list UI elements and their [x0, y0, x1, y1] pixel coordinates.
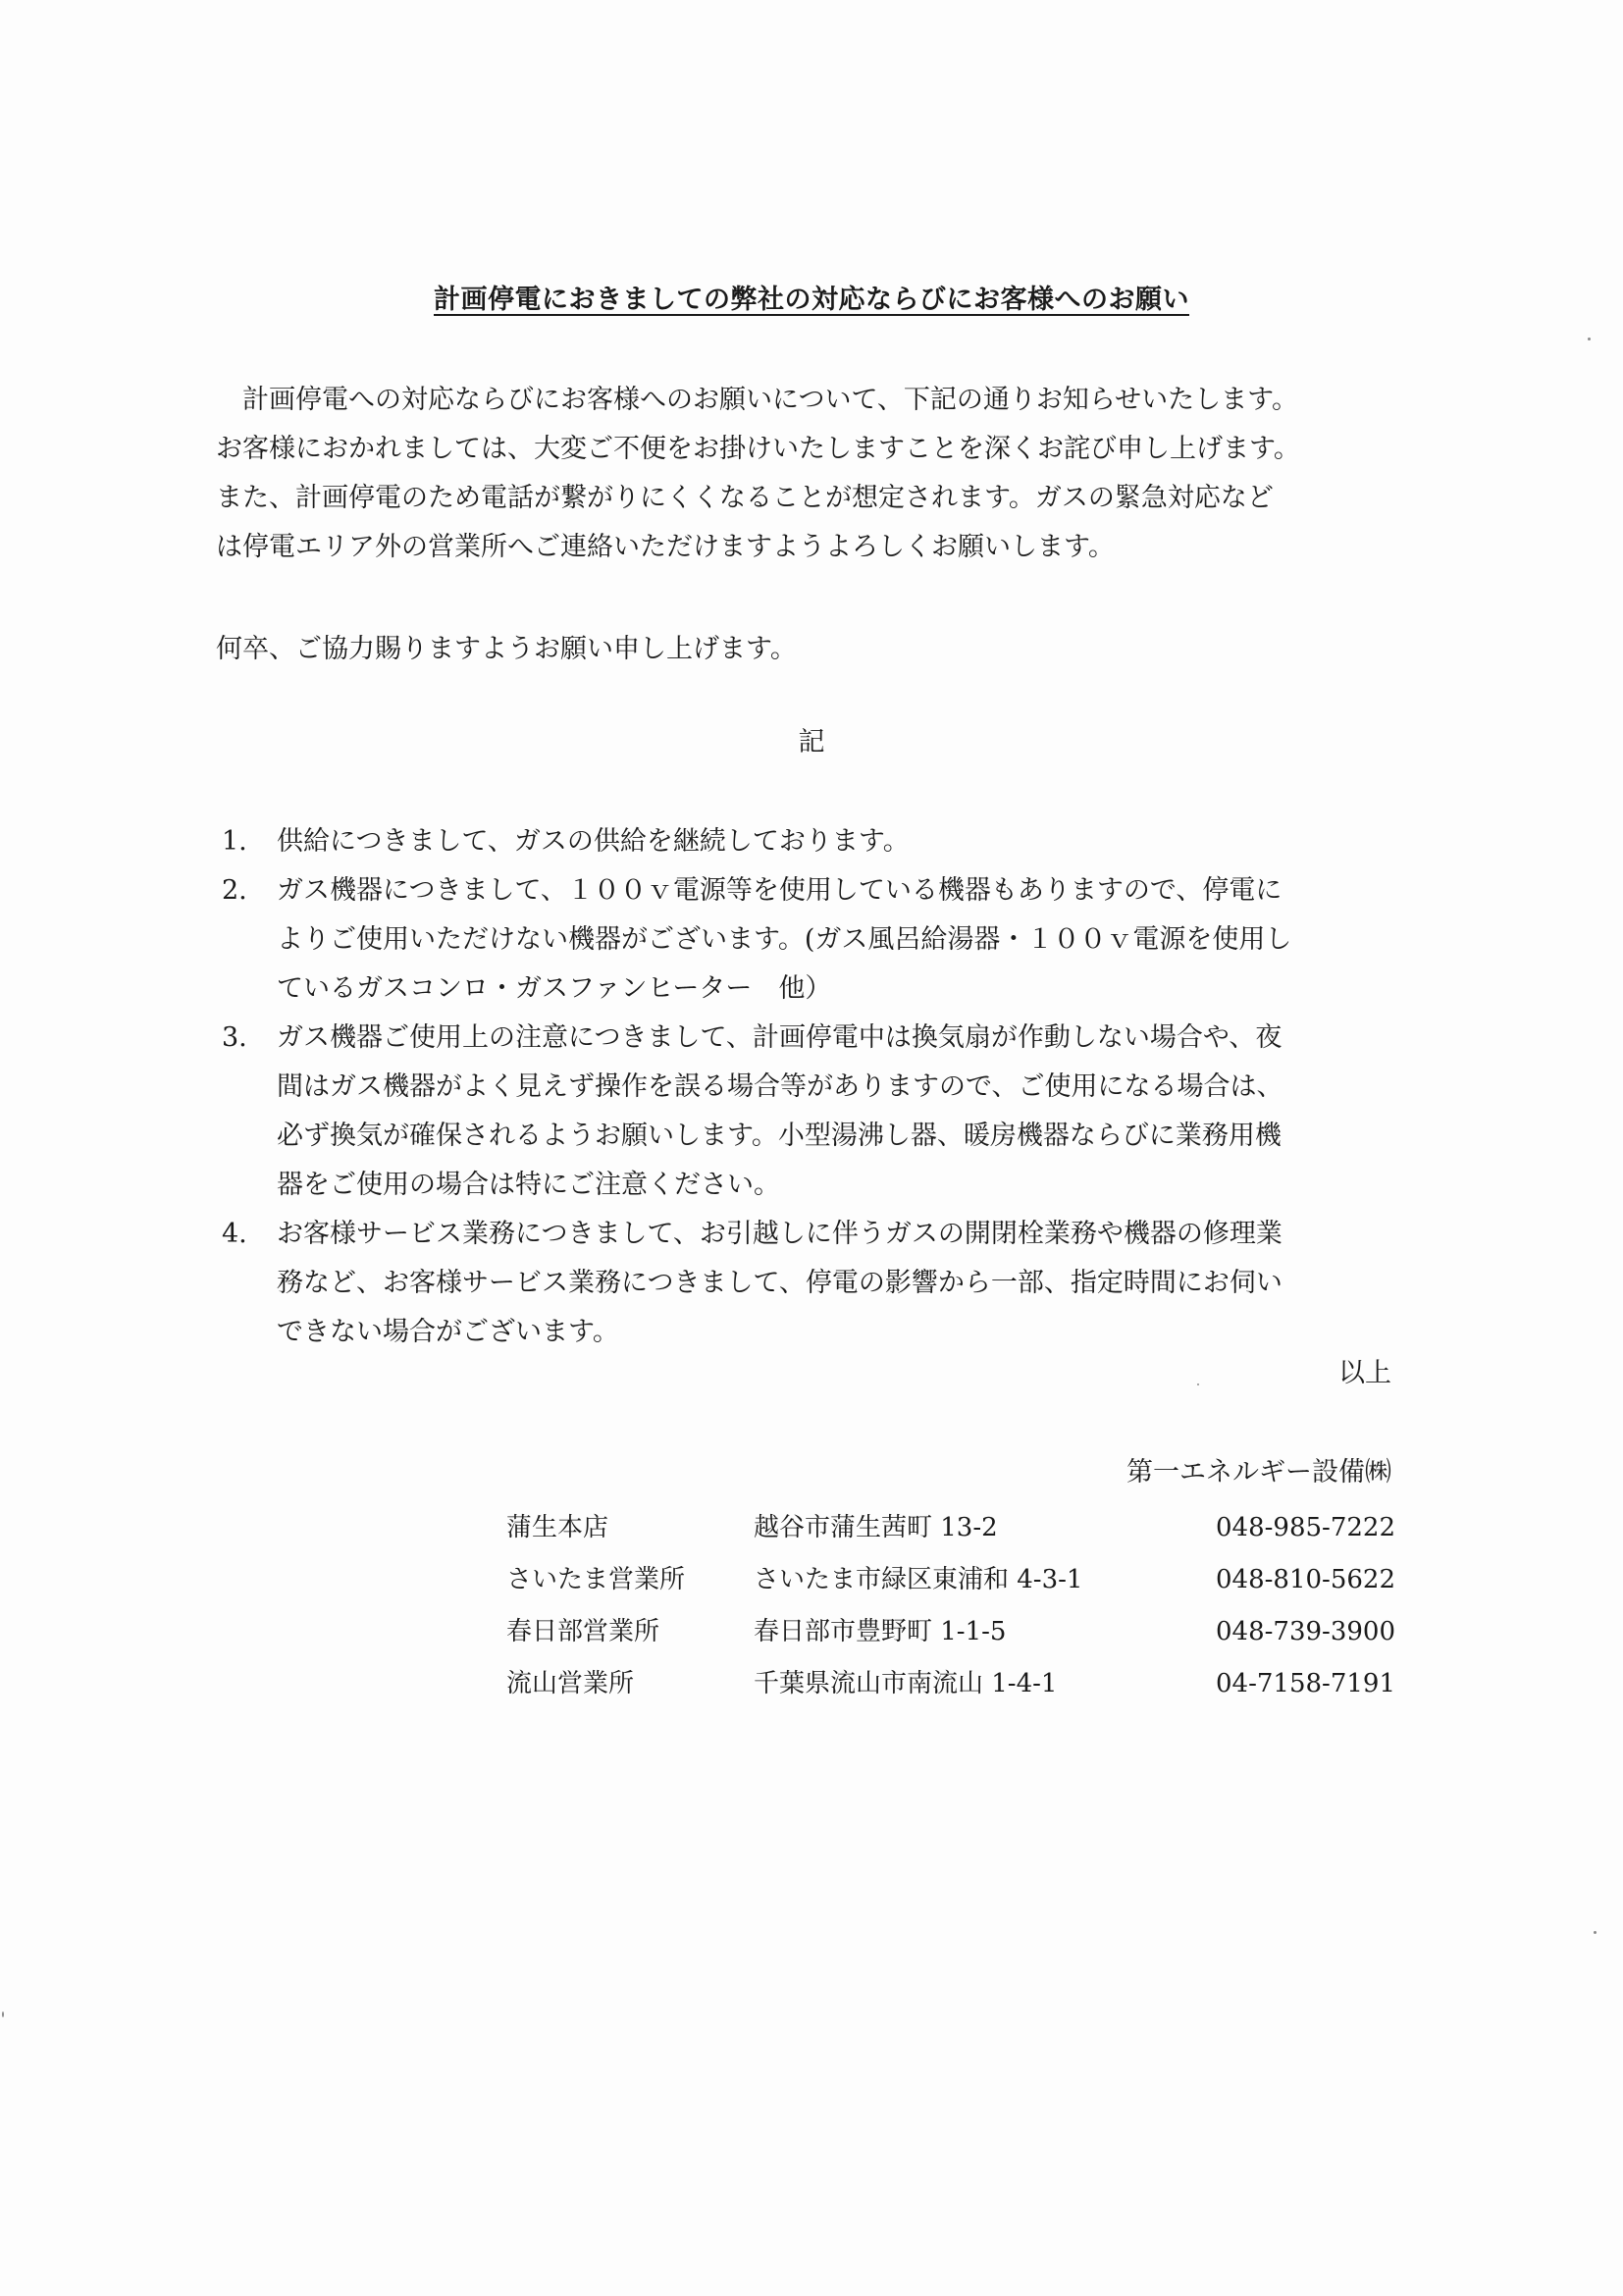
ki-heading: 記	[798, 727, 825, 757]
office-phone: 04-7158-7191	[1216, 1669, 1395, 1698]
item-number: 1.	[222, 826, 247, 857]
office-address: 千葉県流山市南流山 1-4-1	[754, 1669, 1058, 1698]
scan-speck	[1197, 1383, 1199, 1385]
office-row	[506, 1502, 1395, 1554]
item-line: よりご使用いただけない機器がございます。(ガス風呂給湯器・１００ｖ電源を使用し	[277, 924, 1292, 955]
company-name: 第一エネルギー設備㈱	[1126, 1457, 1391, 1487]
list-item-4	[216, 1210, 1403, 1357]
scan-speck	[2, 2011, 4, 2017]
item-line: ガス機器ご使用上の注意につきまして、計画停電中は換気扇が作動しない場合や、夜	[277, 1022, 1283, 1053]
intro-line: お客様におかれましては、大変ご不便をお掛けいたしますことを深くお詫び申し上げます。	[216, 434, 1300, 464]
scan-speck	[1594, 1931, 1597, 1934]
office-row	[506, 1658, 1395, 1710]
office-address: 春日部市豊野町 1-1-5	[754, 1617, 1007, 1646]
office-name: 春日部営業所	[506, 1617, 660, 1646]
office-name: さいたま営業所	[506, 1565, 686, 1594]
item-line: お客様サービス業務につきまして、お引越しに伴うガスの開閉栓業務や機器の修理業	[277, 1219, 1283, 1249]
office-phone: 048-985-7222	[1216, 1513, 1395, 1542]
office-name: 流山営業所	[506, 1669, 635, 1698]
item-line: 供給につきまして、ガスの供給を継続しております。	[277, 826, 910, 857]
intro-line: 計画停電への対応ならびにお客様へのお願いについて、下記の通りお知らせいたします。	[242, 385, 1298, 415]
numbered-list	[216, 817, 1403, 1357]
closing-sentence: 何卒、ご協力賜りますようお願い申し上げます。	[216, 634, 797, 664]
intro-line: また、計画停電のため電話が繋がりにくくなることが想定されます。ガスの緊急対応など	[216, 483, 1274, 513]
office-phone: 048-739-3900	[1216, 1617, 1395, 1646]
office-phone: 048-810-5622	[1216, 1565, 1395, 1594]
list-item-3	[216, 1014, 1403, 1210]
office-address: 越谷市蒲生茜町 13-2	[754, 1513, 998, 1542]
list-item-1	[216, 817, 1403, 866]
office-name: 蒲生本店	[506, 1513, 609, 1542]
office-row	[506, 1554, 1395, 1606]
item-line: できない場合がございます。	[277, 1317, 619, 1347]
intro-paragraph	[216, 376, 1393, 572]
office-row	[506, 1606, 1395, 1658]
office-list	[506, 1502, 1395, 1710]
item-number: 4.	[222, 1219, 247, 1249]
document-title	[0, 278, 1623, 316]
item-line: ガス機器につきまして、１００ｖ電源等を使用している機器もありますので、停電に	[277, 875, 1283, 906]
title-text: 計画停電におきましての弊社の対応ならびにお客様へのお願い	[434, 285, 1189, 315]
item-number: 3.	[222, 1022, 247, 1053]
office-address: さいたま市緑区東浦和 4-3-1	[754, 1565, 1083, 1594]
item-line: 必ず換気が確保されるようお願いします。小型湯沸し器、暖房機器ならびに業務用機	[277, 1121, 1282, 1151]
item-number: 2.	[222, 875, 247, 906]
list-item-2	[216, 866, 1403, 1014]
item-line: 務など、お客様サービス業務につきまして、停電の影響から一部、指定時間にお伺い	[277, 1268, 1283, 1298]
ijo-closing: 以上	[1338, 1358, 1391, 1388]
scan-speck	[1588, 338, 1591, 340]
item-line: 器をご使用の場合は特にご注意ください。	[277, 1170, 780, 1200]
item-line: ているガスコンロ・ガスファンヒーター 他）	[277, 973, 832, 1004]
intro-line: は停電エリア外の営業所へご連絡いただけますようよろしくお願いします。	[216, 532, 1115, 562]
item-line: 間はガス機器がよく見えず操作を誤る場合等がありますので、ご使用になる場合は、	[277, 1071, 1283, 1102]
